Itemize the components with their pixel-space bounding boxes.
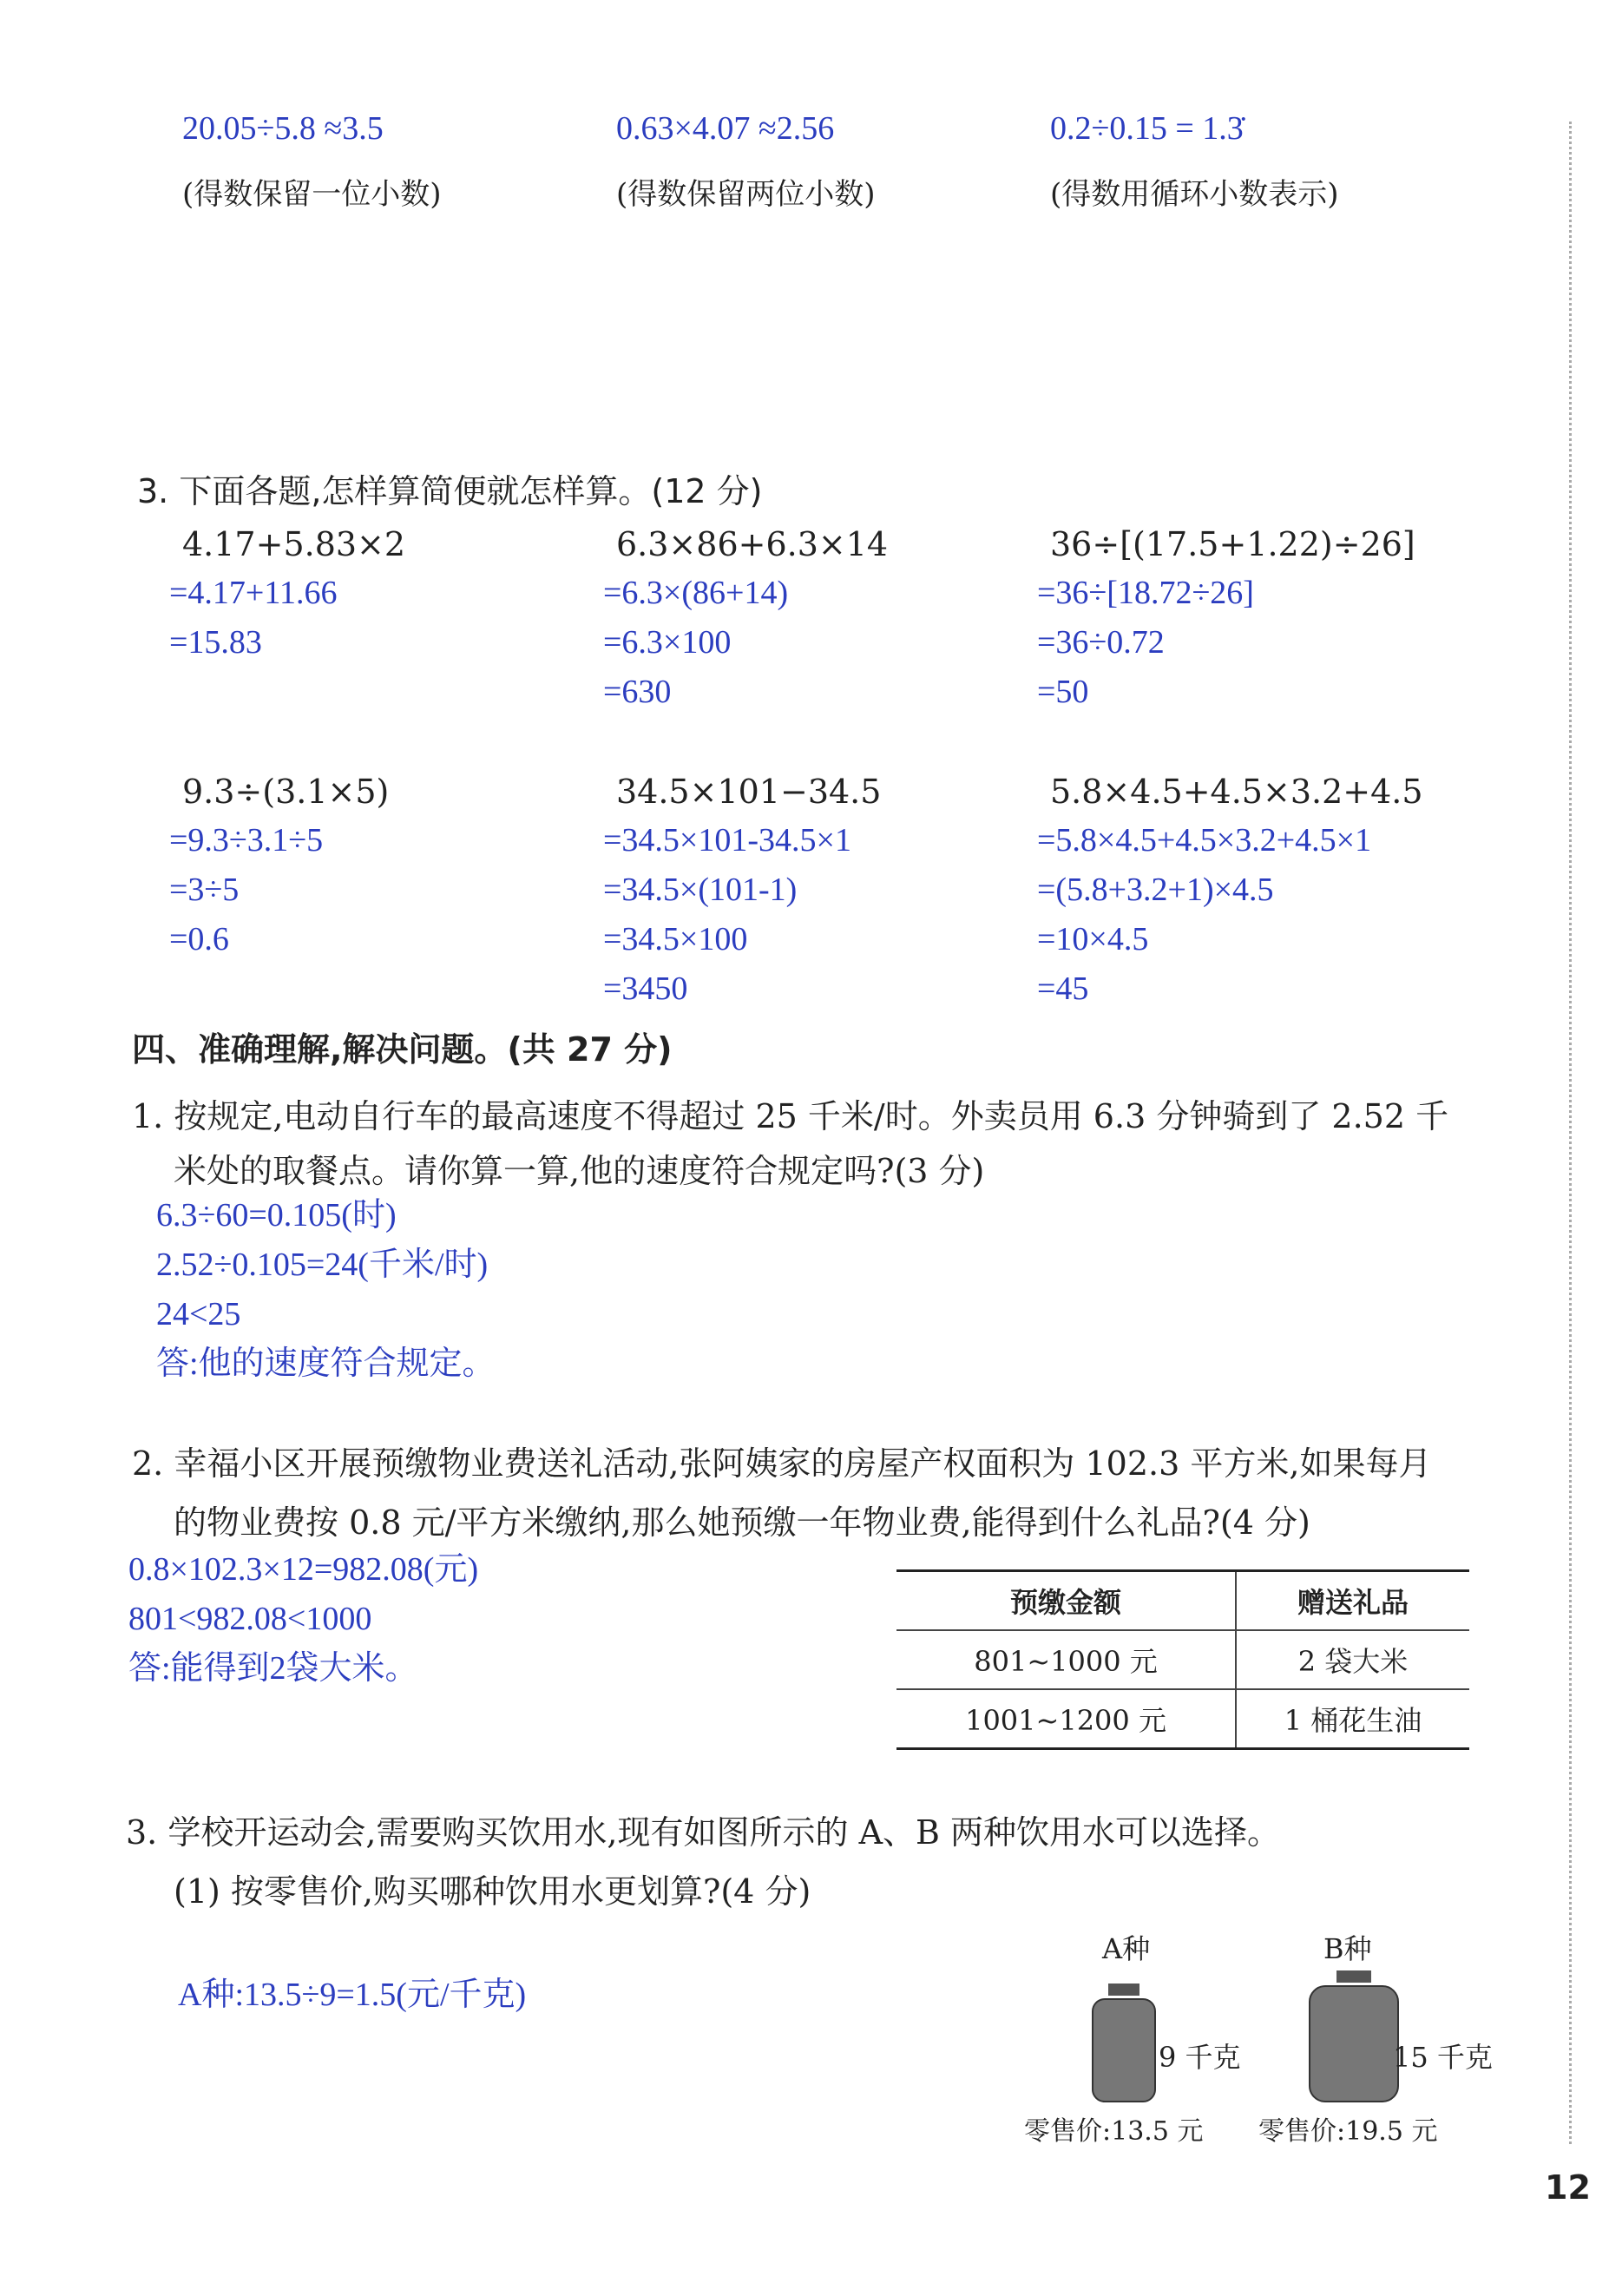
s3-q2-line: =6.3×(86+14)	[603, 575, 789, 611]
s3-q1: 4.17+5.83×2	[182, 525, 406, 563]
p2-answer	[128, 1545, 478, 1694]
p2-line2: 的物业费按 0.8 元/平方米缴纳,那么她预缴一年物业费,能得到什么礼品?(4 分)	[174, 1503, 1310, 1542]
p2-ans-line: 答:能得到2袋大米。	[128, 1650, 418, 1687]
water-bottle-b-icon	[1306, 1970, 1402, 2105]
p3-answer: A种:13.5÷9=1.5(元/千克)	[178, 1977, 527, 2013]
p1-line1: 1. 按规定,电动自行车的最高速度不得超过 25 千米/时。外卖员用 6.3 分钟骑到了 2.52 千	[132, 1097, 1449, 1135]
s3-q4-ans	[169, 816, 323, 964]
a-weight: 9 千克	[1159, 2041, 1241, 2074]
s3-q3-line: =50	[1037, 674, 1089, 710]
s3-q5-line: =34.5×101-34.5×1	[603, 822, 851, 859]
s3-q5-ans	[603, 816, 851, 1014]
s3-q6-line: =5.8×4.5+4.5×3.2+4.5×1	[1037, 822, 1372, 859]
s3-q5-line: =34.5×100	[603, 921, 748, 957]
table-cell: 1 桶花生油	[1236, 1689, 1469, 1749]
p1-answer	[156, 1191, 496, 1389]
s3-q5-line: =3450	[603, 970, 688, 1007]
s3-q4-line: =3÷5	[169, 872, 240, 908]
b-price: 零售价:19.5 元	[1258, 2116, 1438, 2147]
p1-line2: 米处的取餐点。请你算一算,他的速度符合规定吗?(3 分)	[174, 1152, 985, 1190]
s3-q1-ans	[169, 569, 337, 668]
calc-1-expr: 20.05÷5.8 ≈3.5	[182, 110, 384, 147]
s3-q3: 36÷[(17.5+1.22)÷26]	[1050, 525, 1415, 563]
s3-q6: 5.8×4.5+4.5×3.2+4.5	[1050, 773, 1423, 811]
s3-q4: 9.3÷(3.1×5)	[182, 773, 390, 811]
gift-table	[896, 1569, 1469, 1750]
a-label: A种	[1102, 1932, 1151, 1965]
s3-q5: 34.5×101−34.5	[616, 773, 882, 811]
s3-q6-ans	[1037, 816, 1371, 1014]
page-number: 12	[1545, 2168, 1591, 2207]
table-header: 预缴金额	[896, 1571, 1236, 1631]
s3-q5-line: =34.5×(101-1)	[603, 872, 798, 908]
table-header: 赠送礼品	[1236, 1571, 1469, 1631]
s3-q3-line: =36÷0.72	[1037, 624, 1165, 661]
margin-dotted-line	[1569, 122, 1572, 2144]
p3-line2: (1) 按零售价,购买哪种饮用水更划算?(4 分)	[174, 1872, 811, 1911]
calc-3-note: (得数用循环小数表示)	[1050, 177, 1339, 212]
water-bottle-a-icon	[1089, 1984, 1159, 2105]
s3-q6-line: =10×4.5	[1037, 921, 1149, 957]
section-4-title: 四、准确理解,解决问题。(共 27 分)	[132, 1030, 673, 1069]
p2-ans-line: 801<982.08<1000	[128, 1601, 372, 1637]
b-weight: 15 千克	[1393, 2041, 1493, 2074]
s3-q2-line: =6.3×100	[603, 624, 732, 661]
p3-line1: 3. 学校开运动会,需要购买饮用水,现有如图所示的 A、B 两种饮用水可以选择。	[126, 1813, 1281, 1852]
s3-q2: 6.3×86+6.3×14	[616, 525, 889, 563]
s3-q1-line: =15.83	[169, 624, 262, 661]
calc-2-note: (得数保留两位小数)	[616, 177, 876, 212]
calc-3-expr: 0.2÷0.15 = 1.3̇	[1050, 110, 1244, 147]
p1-ans-line: 2.52÷0.105=24(千米/时)	[156, 1247, 489, 1283]
table-cell: 2 袋大米	[1236, 1630, 1469, 1689]
s3-q2-line: =630	[603, 674, 672, 710]
table-cell: 801~1000 元	[896, 1630, 1236, 1689]
a-price: 零售价:13.5 元	[1024, 2116, 1204, 2147]
p2-ans-line: 0.8×102.3×12=982.08(元)	[128, 1551, 479, 1588]
table-cell: 1001~1200 元	[896, 1689, 1236, 1749]
section-3-title: 3. 下面各题,怎样算简便就怎样算。(12 分)	[137, 472, 763, 510]
s3-q3-line: =36÷[18.72÷26]	[1037, 575, 1254, 611]
s3-q6-line: =(5.8+3.2+1)×4.5	[1037, 872, 1274, 908]
s3-q3-ans	[1037, 569, 1254, 717]
p1-ans-line: 24<25	[156, 1296, 241, 1332]
s3-q1-line: =4.17+11.66	[169, 575, 338, 611]
p1-ans-line: 6.3÷60=0.105(时)	[156, 1197, 397, 1234]
calc-2-expr: 0.63×4.07 ≈2.56	[616, 110, 835, 147]
s3-q2-ans	[603, 569, 788, 717]
b-label: B种	[1323, 1932, 1372, 1965]
s3-q4-line: =9.3÷3.1÷5	[169, 822, 324, 859]
s3-q4-line: =0.6	[169, 921, 229, 957]
s3-q6-line: =45	[1037, 970, 1089, 1007]
p1-ans-line: 答:他的速度符合规定。	[156, 1345, 496, 1382]
p2-line1: 2. 幸福小区开展预缴物业费送礼活动,张阿姨家的房屋产权面积为 102.3 平方米,如果每月	[132, 1444, 1432, 1483]
calc-1-note: (得数保留一位小数)	[182, 177, 442, 212]
